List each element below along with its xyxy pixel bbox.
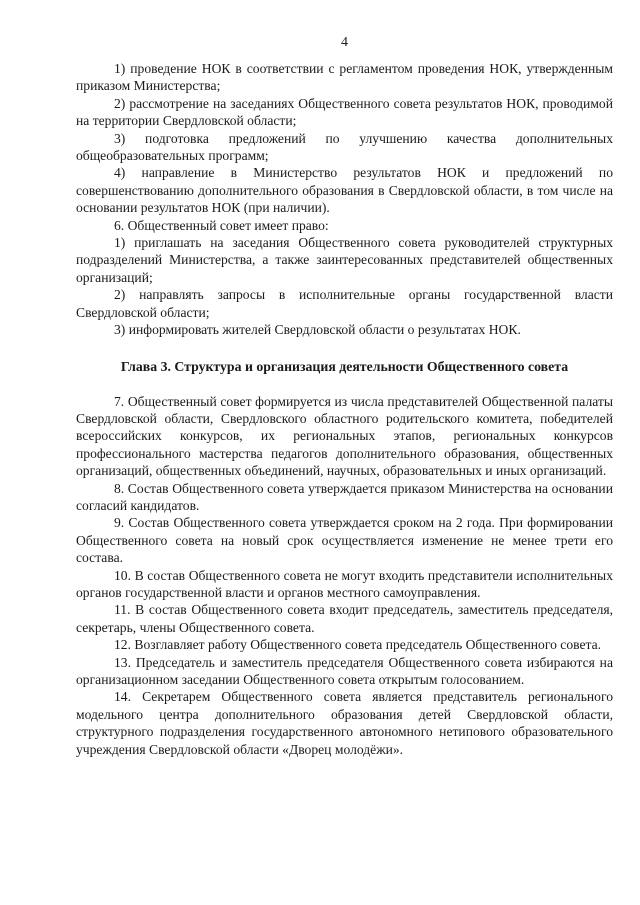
paragraph-7: 7. Общественный совет формируется из числа представителей Общественной палаты Свердловской области, Свердловского областного родительского комитета, победителей всероссийских конкурсов, их региональных этапов, региональных конкурсов профессионального мастерства педагогов дополнительного образования, общественных организаций, общественных объединений, научных, образовательных и иных организаций. — [76, 393, 613, 479]
paragraph-14: 14. Секретарем Общественного совета является представитель регионального модельного центра дополнительного образования детей Свердловской области, структурного подразделения государственного автономного нетипового образовательного учреждения Свердловской области «Дворец молодёжи». — [76, 689, 613, 757]
paragraph-9: 9. Состав Общественного совета утверждается сроком на 2 года. При формировании Общественного совета на новый срок осуществляется изменение не менее трети его состава. — [76, 515, 613, 566]
page-number: 4 — [341, 35, 348, 50]
paragraph-send-requests: 2) направлять запросы в исполнительные органы государственной власти Свердловской области; — [76, 287, 613, 320]
paragraph-invite: 1) приглашать на заседания Общественного совета руководителей структурных подразделений Министерства, а также заинтересованных представителей общественных организаций; — [76, 235, 613, 285]
rights-and-duties-section — [76, 60, 613, 339]
paragraph-review-results: 2) рассмотрение на заседаниях Общественного совета результатов НОК, проводимой на территории Свердловской области; — [76, 95, 613, 129]
document-page — [76, 34, 613, 758]
paragraph-11: 11. В состав Общественного совета входит председатель, заместитель председателя, секретарь, члены Общественного совета. — [76, 602, 613, 635]
paragraph-conduct-nok: 1) проведение НОК в соответствии с регламентом проведения НОК, утвержденным приказом Министерства; — [76, 61, 613, 94]
paragraph-12: 12. Возглавляет работу Общественного совета председатель Общественного совета. — [114, 637, 602, 653]
paragraph-send-results: 4) направление в Министерство результатов НОК и предложений по совершенствованию дополнительного образования в Свердловской области, в том числе на основании результатов НОК (при наличии). — [76, 165, 613, 216]
paragraph-inform-residents: 3) информировать жителей Свердловской области о результатах НОК. — [114, 322, 521, 338]
paragraph-rights-intro: 6. Общественный совет имеет право: — [114, 217, 329, 233]
structure-section — [76, 393, 613, 759]
chapter-heading: Глава 3. Структура и организация деятельности Общественного совета — [120, 358, 569, 374]
paragraph-prepare-proposals: 3) подготовка предложений по улучшению качества дополнительных общеобразовательных программ; — [76, 130, 613, 164]
paragraph-8: 8. Состав Общественного совета утверждается приказом Министерства на основании согласий кандидатов. — [76, 480, 613, 513]
paragraph-13: 13. Председатель и заместитель председателя Общественного совета избираются на организационном заседании Общественного совета открытым голосованием. — [76, 654, 613, 687]
paragraph-10: 10. В состав Общественного совета не могут входить представители исполнительных органов государственной власти и органов местного самоуправления. — [76, 567, 613, 600]
